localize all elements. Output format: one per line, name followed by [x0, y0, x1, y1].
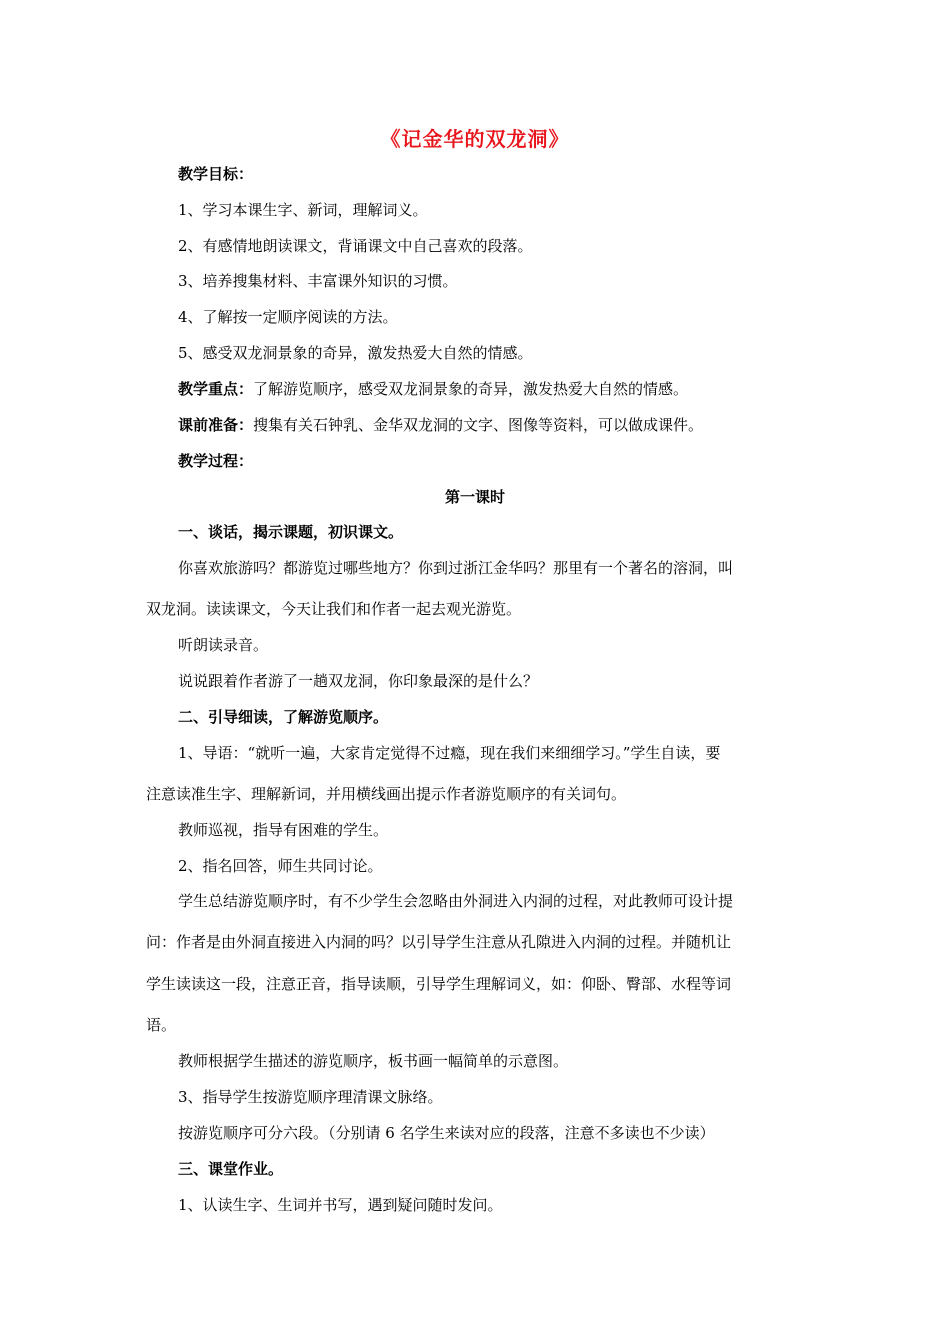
- paragraph: 教师根据学生描述的游览顺序，板书画一幅简单的示意图。: [178, 1052, 569, 1070]
- focus-label: 教学重点：: [178, 380, 254, 398]
- paragraph: 教师巡视，指导有困难的学生。: [178, 821, 389, 839]
- goal-item: 4、了解按一定顺序阅读的方法。: [178, 308, 398, 326]
- prep-text: 搜集有关石钟乳、金华双龙洞的文字、图像等资料，可以做成课件。: [253, 416, 704, 434]
- paragraph-line: 注意读准生字、理解新词，并用横线画出提示作者游览顺序的有关词句。: [146, 785, 627, 803]
- section-3-heading: 三、课堂作业。: [178, 1160, 284, 1178]
- lesson-title: 第一课时: [444, 488, 505, 506]
- goal-item: 1、学习本课生字、新词，理解词义。: [178, 201, 428, 219]
- paragraph: 听朗读录音。: [178, 636, 269, 654]
- process-heading: 教学过程：: [178, 452, 254, 470]
- paragraph-line: 你喜欢旅游吗？都游览过哪些地方？你到过浙江金华吗？那里有一个著名的溶洞，叫: [178, 559, 734, 577]
- paragraph-line: 学生读读这一段，注意正音，指导读顺，引导学生理解词义，如：仰卧、臀部、水程等词: [146, 975, 732, 993]
- paragraph-line: 1、导语：“就听一遍，大家肯定觉得不过瘾，现在我们来细细学习。”学生自读，要: [178, 744, 721, 762]
- prep-label: 课前准备：: [178, 416, 254, 434]
- paragraph-line: 问：作者是由外洞直接进入内洞的吗？以引导学生注意从孔隙进入内洞的过程。并随机让: [146, 933, 732, 951]
- paragraph: 1、认读生字、生词并书写，遇到疑问随时发问。: [178, 1196, 503, 1214]
- paragraph: 按游览顺序可分六段。（分别请 6 名学生来读对应的段落，注意不多读也不少读）: [178, 1124, 715, 1142]
- goal-item: 2、有感情地朗读课文，背诵课文中自己喜欢的段落。: [178, 237, 533, 255]
- section-2-heading: 二、引导细读，了解游览顺序。: [178, 708, 389, 726]
- preparation: [178, 413, 703, 437]
- paragraph: 2、指名回答，师生共同讨论。: [178, 857, 383, 875]
- teaching-focus: [178, 377, 688, 401]
- goals-heading: 教学目标：: [178, 165, 254, 183]
- paragraph-line: 学生总结游览顺序时，有不少学生会忽略由外洞进入内洞的过程，对此教师可设计提: [178, 892, 734, 910]
- paragraph: 3、指导学生按游览顺序理清课文脉络。: [178, 1088, 443, 1106]
- paragraph: 说说跟着作者游了一趟双龙洞，你印象最深的是什么？: [178, 672, 539, 690]
- paragraph-line: 语。: [146, 1016, 177, 1034]
- goal-item: 5、感受双龙洞景象的奇异，激发热爱大自然的情感。: [178, 344, 533, 362]
- paragraph-line: 双龙洞。读读课文，今天让我们和作者一起去观光游览。: [146, 600, 522, 618]
- section-1-heading: 一、谈话，揭示课题，初识课文。: [178, 523, 404, 541]
- goal-item: 3、培养搜集材料、丰富课外知识的习惯。: [178, 272, 458, 290]
- document-title: 《记金华的双龙洞》: [380, 127, 570, 151]
- focus-text: 了解游览顺序，感受双龙洞景象的奇异，激发热爱大自然的情感。: [253, 380, 689, 398]
